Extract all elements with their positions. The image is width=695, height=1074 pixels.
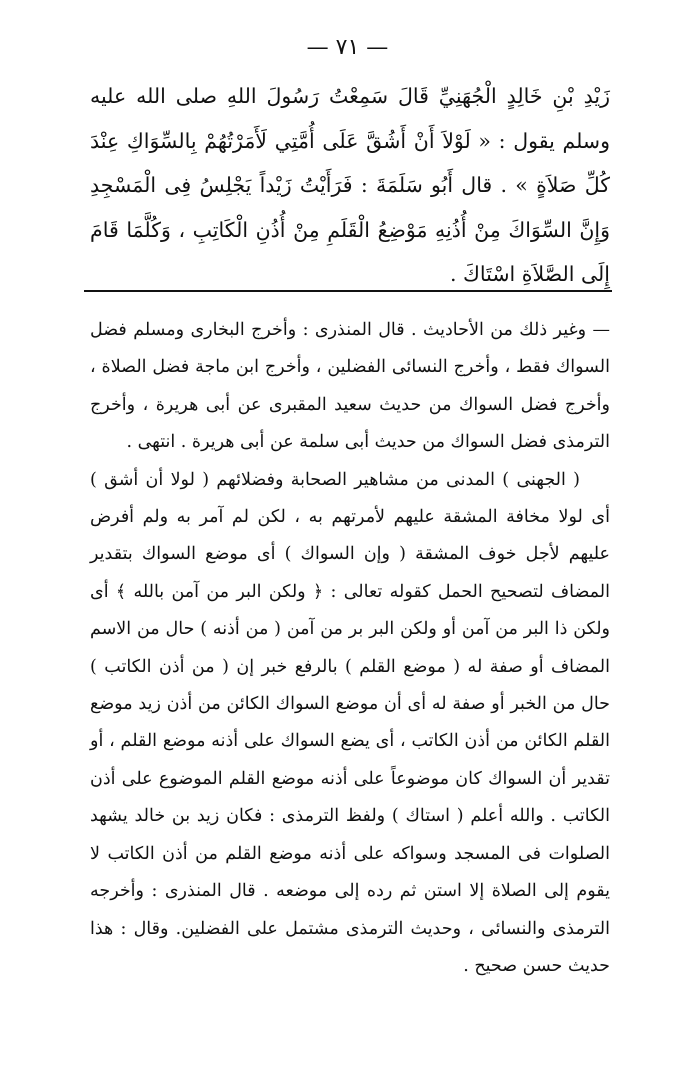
commentary-paragraph-1: — وغير ذلك من الأحاديث . قال المنذرى : وأخرج البخارى ومسلم فضل السواك فقط ، وأخرج النسائى الفضلين ، وأخرج ابن ماجة فضل الصلاة ، وأخرج فضل السواك من حديث سعيد المقبرى عن أبى هريرة ، وأخرج الترمذى فضل السواك من حديث أبى سلمة عن أبى هريرة . انتهى . [90, 320, 610, 453]
footnote-separator [84, 290, 612, 292]
commentary-block [90, 312, 610, 985]
commentary-paragraph-2: ( الجهنى ) المدنى من مشاهير الصحابة وفضلائهم ( لولا أن أشق ) أى لولا مخافة المشقة عليهم لأمرتهم به ، لكن لم آمر به ولم أفرض عليهم لأجل خوف المشقة ( وإن السواك ) أى موضع السواك بتقدير المضاف لتصحيح الحمل كقوله تعالى : ﴿ ولكن البر من آمن بالله ﴾ أى ولكن ذا البر من آمن أو ولكن البر بر من آمن ( من أذنه ) حال من الاسم المضاف أو صفة له ( موضع القلم ) بالرفع خبر إن ( من أذن الكاتب ) حال من الخبر أو صفة له أى أن موضع السواك الكائن من أذن زيد موضع القلم الكائن من أذن الكاتب ، أى يضع السواك على أذنه موضع القلم ، أو تقدير أن السواك كان موضوعاً على أذنه موضع القلم الموضوع على أذن الكاتب . والله أعلم ( استاك ) ولفظ الترمذى : فكان زيد بن خالد يشهد الصلوات فى المسجد وسواكه على أذنه موضع القلم من أذن الكاتب لا يقوم إلى الصلاة إلا استن ثم رده إلى موضعه . قال المنذرى : وأخرجه الترمذى والنسائى ، وحديث الترمذى مشتمل على الفضلين. وقال : هذا حديث حسن صحيح . [90, 469, 610, 976]
page-number: — ٧١ — [306, 35, 389, 60]
hadith-text-block [90, 74, 610, 297]
hadith-text: زَيْدِ بْنِ خَالِدٍ الْجُهَنِيِّ قَالَ سَمِعْتُ رَسُولَ اللهِ صلى الله عليه وسلم يقول : « لَوْلاَ أَنْ أَشُقَّ عَلَى أُمَّتِي لَأَمَرْتُهُمْ بِالسِّوَاكِ عِنْدَ كُلِّ صَلاَةٍ » . قال أَبُو سَلَمَةَ : فَرَأَيْتُ زَيْداً يَجْلِسُ فِى الْمَسْجِدِ وَإِنَّ السِّوَاكَ مِنْ أُذُنِهِ مَوْضِعُ الْقَلَمِ مِنْ أُذُنِ الْكَاتِبِ ، وَكُلَّمَا قَامَ إِلَى الصَّلاَةِ اسْتَاكَ . [90, 84, 610, 286]
